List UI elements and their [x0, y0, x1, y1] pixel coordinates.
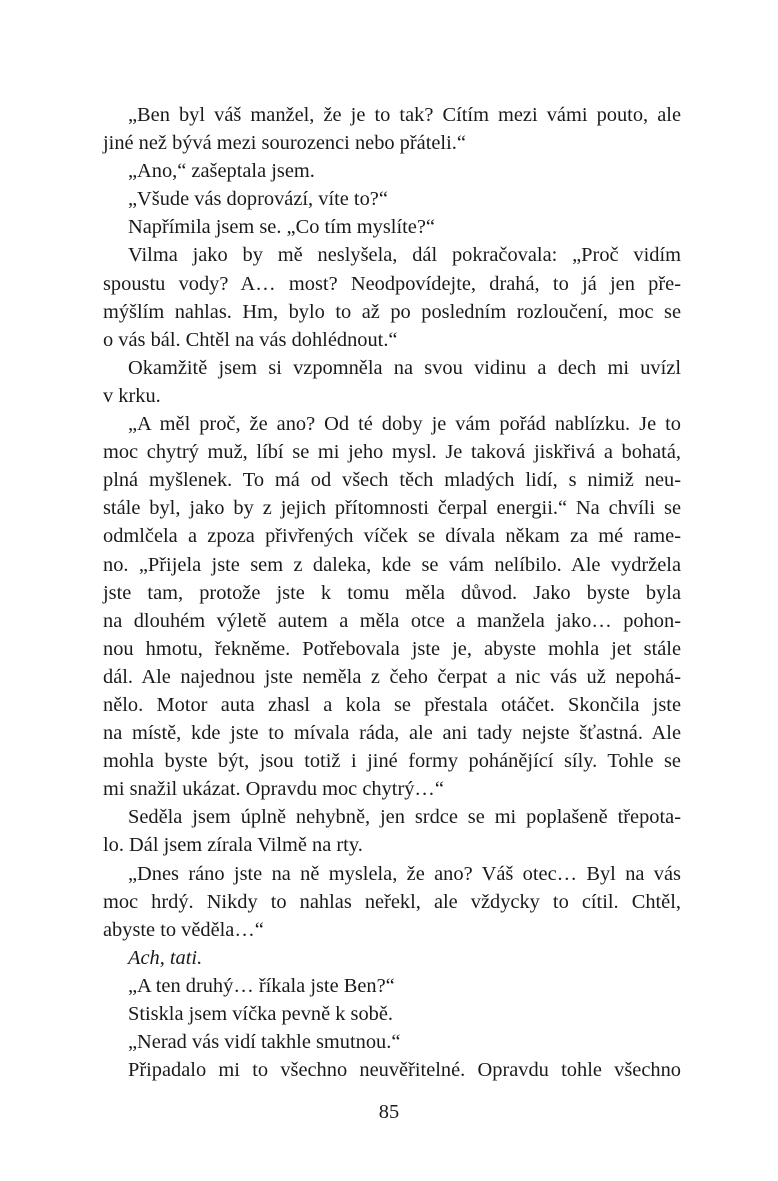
- text-line: mohla byste být, jsou totiž i jiné formy pohánějící síly. Tohle se: [103, 750, 681, 773]
- text-line: plná myšlenek. To má od všech těch mladých lidí, s nimiž neu-: [103, 469, 681, 492]
- body-text: [103, 101, 681, 1084]
- text-line: moc hrdý. Nikdy to nahlas neřekl, ale vždycky to cítil. Chtěl,: [103, 890, 681, 913]
- text-line: Seděla jsem úplně nehybně, jen srdce se mi poplašeně třepota-: [128, 806, 681, 829]
- text-line: lo. Dál jsem zírala Vilmě na rty.: [103, 834, 363, 857]
- text-line: nělo. Motor auta zhasl a kola se přestala otáčet. Skončila jste: [103, 693, 681, 716]
- text-line: no. „Přijela jste sem z daleka, kde se vám nelíbilo. Ale vydržela: [103, 553, 681, 576]
- text-line: mi snažil ukázat. Opravdu moc chytrý…“: [103, 778, 444, 801]
- text-line: jiné než bývá mezi sourozenci nebo přáteli.“: [103, 132, 466, 155]
- text-line: v krku.: [103, 384, 161, 407]
- text-line: dál. Ale najednou jste neměla z čeho čerpat a nic vás už nepohá-: [103, 665, 681, 688]
- text-line: jste tam, protože jste k tomu měla důvod. Jako byste byla: [103, 581, 681, 604]
- text-line: o vás bál. Chtěl na vás dohlédnout.“: [103, 328, 398, 351]
- text-line: Napřímila jsem se. „Co tím myslíte?“: [128, 216, 435, 239]
- text-line: „A měl proč, že ano? Od té doby je vám pořád nablízku. Je to: [128, 413, 681, 436]
- text-line: na místě, kde jste to mívala ráda, ale ani tady nejste šťastná. Ale: [103, 722, 681, 745]
- text-line: „Nerad vás vidí takhle smutnou.“: [128, 1031, 401, 1054]
- text-line: nou hmotu, řekněme. Potřebovala jste je, abyste mohla jet stále: [103, 637, 681, 660]
- text-line: Okamžitě jsem si vzpomněla na svou vidinu a dech mi uvízl: [128, 356, 681, 379]
- text-line: spoustu vody? A… most? Neodpovídejte, drahá, to já jen pře-: [103, 272, 681, 295]
- text-line: Připadalo mi to všechno neuvěřitelné. Opravdu tohle všechno: [128, 1059, 681, 1082]
- text-line: mýšlím nahlas. Hm, bylo to až po posledním rozloučení, moc se: [103, 300, 681, 323]
- text-line: „Všude vás doprovází, víte to?“: [128, 188, 388, 211]
- text-line: Stiskla jsem víčka pevně k sobě.: [128, 1003, 394, 1025]
- text-line: na dlouhém výletě autem a měla otce a manžela jako… pohon-: [103, 609, 681, 632]
- text-line: abyste to věděla…“: [103, 918, 264, 941]
- text-line: „Ben byl váš manžel, že je to tak? Cítím mezi vámi pouto, ale: [128, 104, 681, 126]
- text-line: moc chytrý muž, líbí se mi jeho mysl. Je taková jiskřivá a bohatá,: [103, 441, 681, 464]
- text-line: „Ano,“ zašeptala jsem.: [128, 160, 315, 183]
- text-line: Ach, tati.: [128, 946, 203, 969]
- page-number: 85: [378, 1101, 400, 1123]
- text-line: stále byl, jako by z jejich přítomnosti čerpal energii.“ Na chvíli se: [103, 497, 681, 520]
- text-line: „Dnes ráno jste na ně myslela, že ano? Váš otec… Byl na vás: [128, 862, 681, 885]
- text-line: Vilma jako by mě neslyšela, dál pokračovala: „Proč vidím: [128, 244, 681, 267]
- text-line: odmlčela a zpoza přivřených víček se dívala někam za mé rame-: [103, 525, 681, 548]
- text-line: „A ten druhý… říkala jste Ben?“: [128, 974, 395, 997]
